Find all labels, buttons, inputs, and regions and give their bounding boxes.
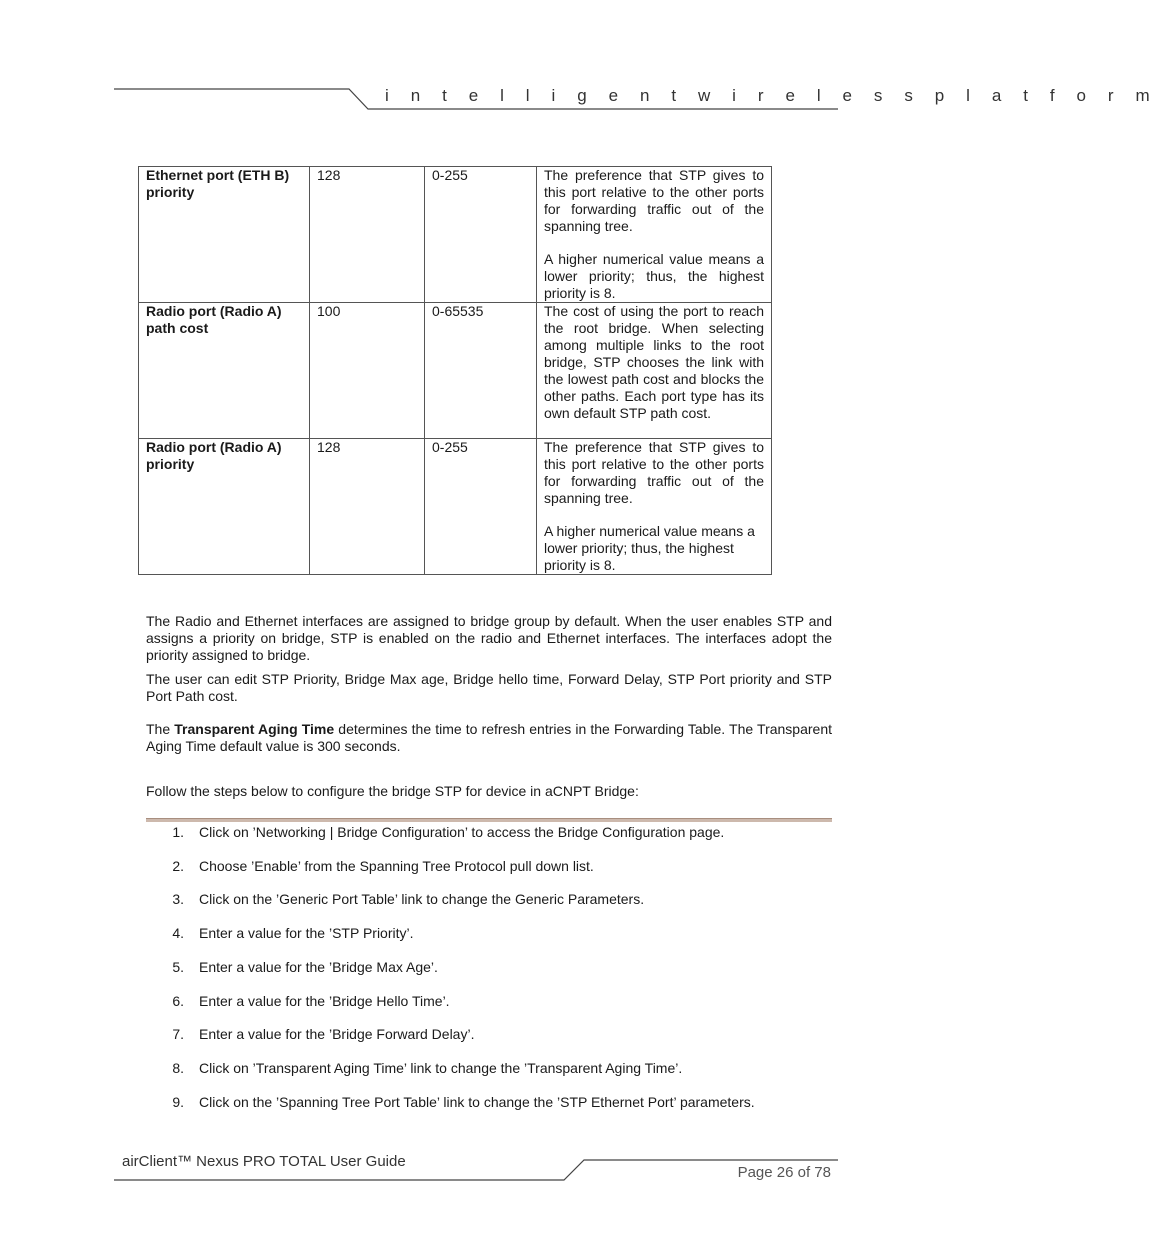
steps-intro: Follow the steps below to configure the bridge STP for device in aCNPT Bridge: <box>146 783 639 799</box>
step-text: Enter a value for the ’STP Priority’. <box>199 925 414 941</box>
aging-time-paragraph <box>146 721 832 755</box>
param-range: 0-65535 <box>425 303 537 439</box>
para-text: The <box>146 721 175 737</box>
editable-params-paragraph: The user can edit STP Priority, Bridge Max age, Bridge hello time, Forward Delay, STP Port priority and STP Port Path cost. <box>146 671 832 704</box>
step-text: Click on ’Networking | Bridge Configuration’ to access the Bridge Configuration page. <box>199 824 725 840</box>
table-row <box>139 303 772 439</box>
step-number: 5. <box>172 959 184 975</box>
step-text: Choose ’Enable’ from the Spanning Tree Protocol pull down list. <box>199 858 594 874</box>
step-number: 6. <box>172 993 184 1009</box>
table-row <box>139 439 772 575</box>
intro-paragraph: The Radio and Ethernet interfaces are assigned to bridge group by default. When the user enables STP and assigns a priority on bridge, STP is enabled on the radio and Ethernet interfaces. The interfaces adopt the priority assigned to bridge. <box>146 613 832 663</box>
aging-time-term: Transparent Aging Time <box>174 721 335 737</box>
header-tagline: i n t e l l i g e n t w i r e l e s s p l a t f o r m <box>385 86 1158 105</box>
step-number: 3. <box>172 891 184 907</box>
param-description <box>537 303 772 439</box>
description-text: The cost of using the port to reach the root bridge. When selecting among multiple links to the root bridge, STP chooses the link with the lowest path cost and blocks the other paths. Each port type has its own default STP path cost. <box>544 303 764 421</box>
step-text: Click on ’Transparent Aging Time’ link to change the ’Transparent Aging Time’. <box>199 1060 683 1076</box>
step-text: Click on the ’Spanning Tree Port Table’ link to change the ’STP Ethernet Port’ parameters. <box>199 1094 755 1110</box>
step-text: Enter a value for the ’Bridge Forward Delay’. <box>199 1026 475 1042</box>
description-text: The preference that STP gives to this port relative to the other ports for forwarding traffic out of the spanning tree. <box>544 439 764 506</box>
description-text: The preference that STP gives to this port relative to the other ports for forwarding traffic out of the spanning tree. <box>544 167 764 234</box>
stp-parameter-table <box>138 166 772 575</box>
footer-title: airClient™ Nexus PRO TOTAL User Guide <box>122 1153 406 1170</box>
param-range: 0-255 <box>425 439 537 575</box>
step-number: 2. <box>172 858 184 874</box>
para-text: determines the time to refresh entries in the Forwarding Table. The Transparent Aging Time default value is 300 seconds. <box>146 721 833 754</box>
param-range: 0-255 <box>425 167 537 303</box>
description-text: A higher numerical value means a lower priority; thus, the highest priority is 8. <box>544 251 764 301</box>
step-number: 7. <box>172 1026 184 1042</box>
steps-divider <box>146 818 832 822</box>
param-description <box>537 439 772 575</box>
param-default: 128 <box>310 439 425 575</box>
param-description <box>537 167 772 303</box>
page-number: Page 26 of 78 <box>737 1164 831 1181</box>
param-name: Radio port (Radio A) priority <box>139 439 310 575</box>
param-name: Ethernet port (ETH B) priority <box>139 167 310 303</box>
description-text: A higher numerical value means a lower priority; thus, the highest priority is 8. <box>544 523 755 573</box>
param-default: 100 <box>310 303 425 439</box>
param-default: 128 <box>310 167 425 303</box>
step-text: Enter a value for the ’Bridge Max Age’. <box>199 959 438 975</box>
step-number: 1. <box>172 824 184 840</box>
step-number: 4. <box>172 925 184 941</box>
step-text: Enter a value for the ’Bridge Hello Time’. <box>199 993 450 1009</box>
step-number: 9. <box>172 1094 184 1110</box>
step-text: Click on the ’Generic Port Table’ link to change the Generic Parameters. <box>199 891 645 907</box>
step-number: 8. <box>172 1060 184 1076</box>
table-row <box>139 167 772 303</box>
param-name: Radio port (Radio A) path cost <box>139 303 310 439</box>
